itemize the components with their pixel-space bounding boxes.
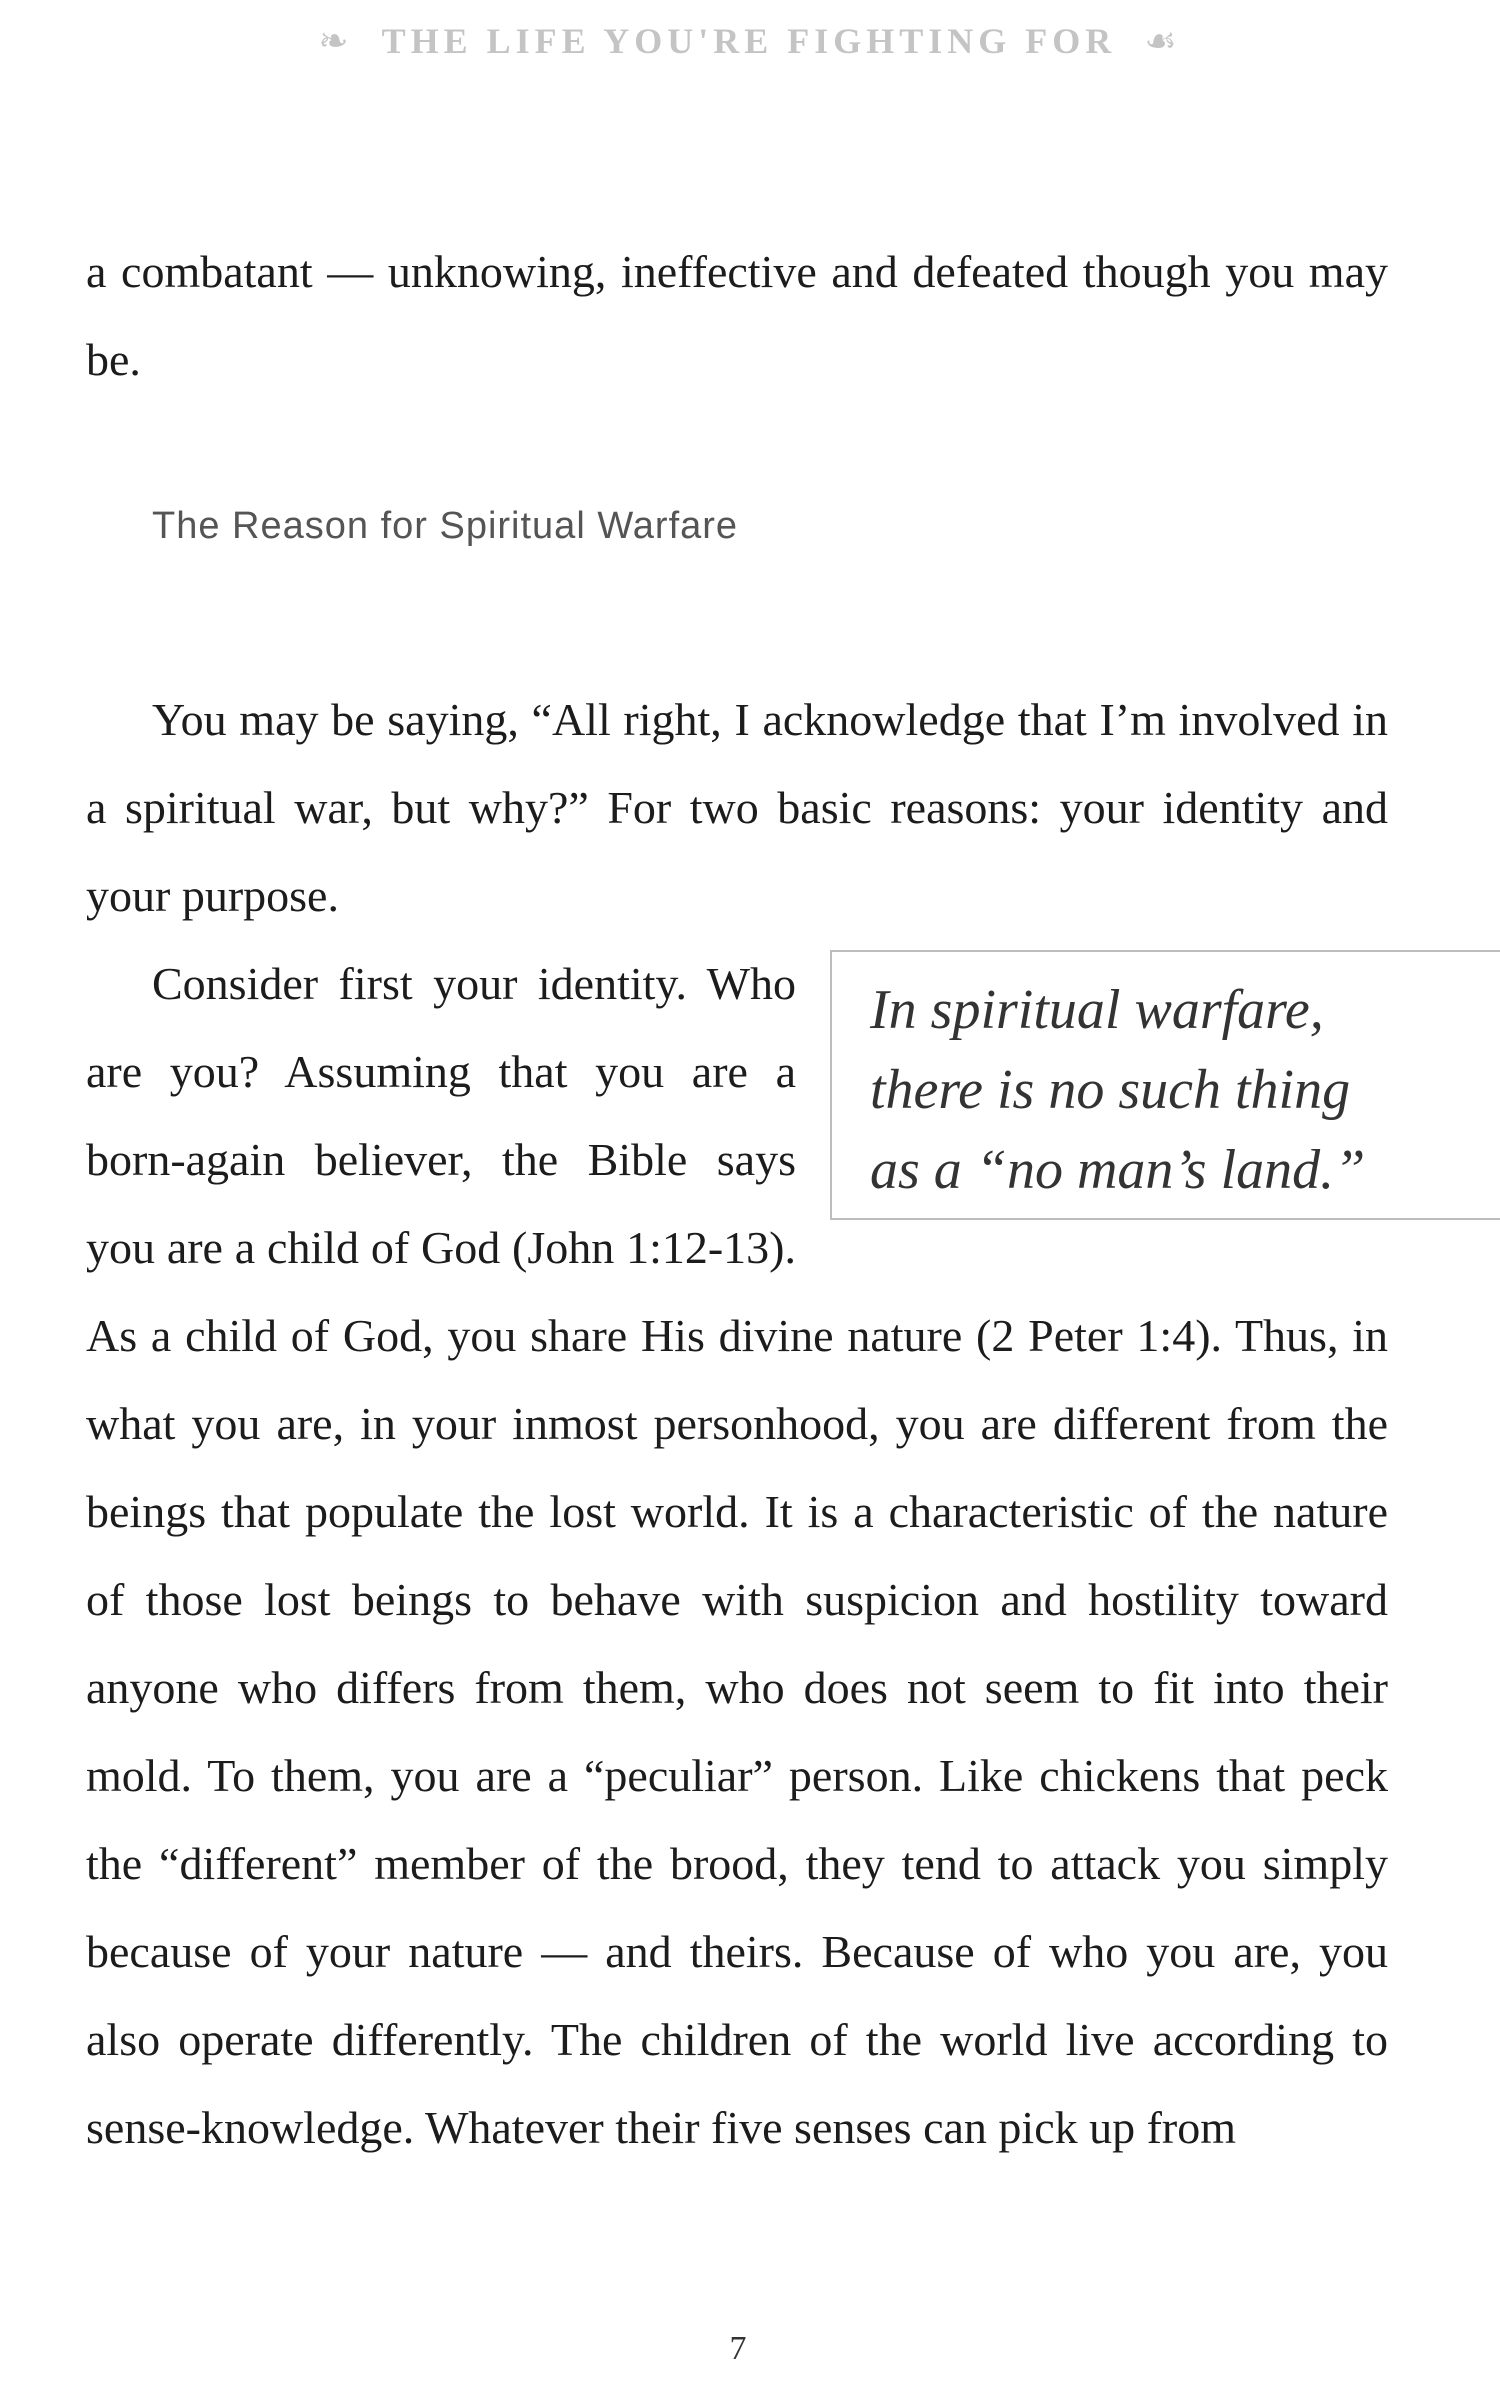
main-text (86, 676, 1388, 2172)
pull-quote (830, 950, 1500, 1220)
right-ornament: ☙ (1144, 21, 1182, 61)
pull-quote-line-2: there is no such thing (870, 1059, 1351, 1121)
page-number: 7 (729, 2330, 747, 2367)
paragraph-identity-text: Consider first your identity. Who are you? Assuming that you are a born-again believer, the Bible says you are a child of God (John 1:12-13). As a child of God, you share His divine nature (2 Peter 1:4). Thus, in what you are, in your inmost personhood, you are different from the beings that populate the lost world. It is a characteristic of the nature of those lost beings to behave with suspicion and hostility toward anyone who differs from them, who does not seem to fit into their mold. To them, you are a “peculiar” person. Like chickens that peck the “different” member of the brood, they tend to attack you simply because of your nature — and theirs. Because of who you are, you also operate differently. The children of the world live according to sense-knowledge. Whatever their five senses can pick up from (86, 958, 1388, 2153)
pull-quote-line-1: In spiritual warfare, (870, 979, 1324, 1041)
left-ornament: ❧ (318, 21, 354, 61)
section-heading: The Reason for Spiritual Warfare (152, 505, 739, 547)
paragraph-reasons: You may be saying, “All right, I acknowledge that I’m involved in a spiritual war, but why?” For two basic reasons: your identity and your purpose. (86, 694, 1388, 921)
pull-quote-line-3: as a “no man’s land.” (870, 1139, 1366, 1201)
running-header-title: THE LIFE YOU'RE FIGHTING FOR (381, 21, 1117, 61)
paragraph-identity (86, 940, 1388, 2172)
running-header (0, 20, 1500, 62)
continued-paragraph: a combatant — unknowing, ineffective and defeated though you may be. (86, 246, 1388, 385)
